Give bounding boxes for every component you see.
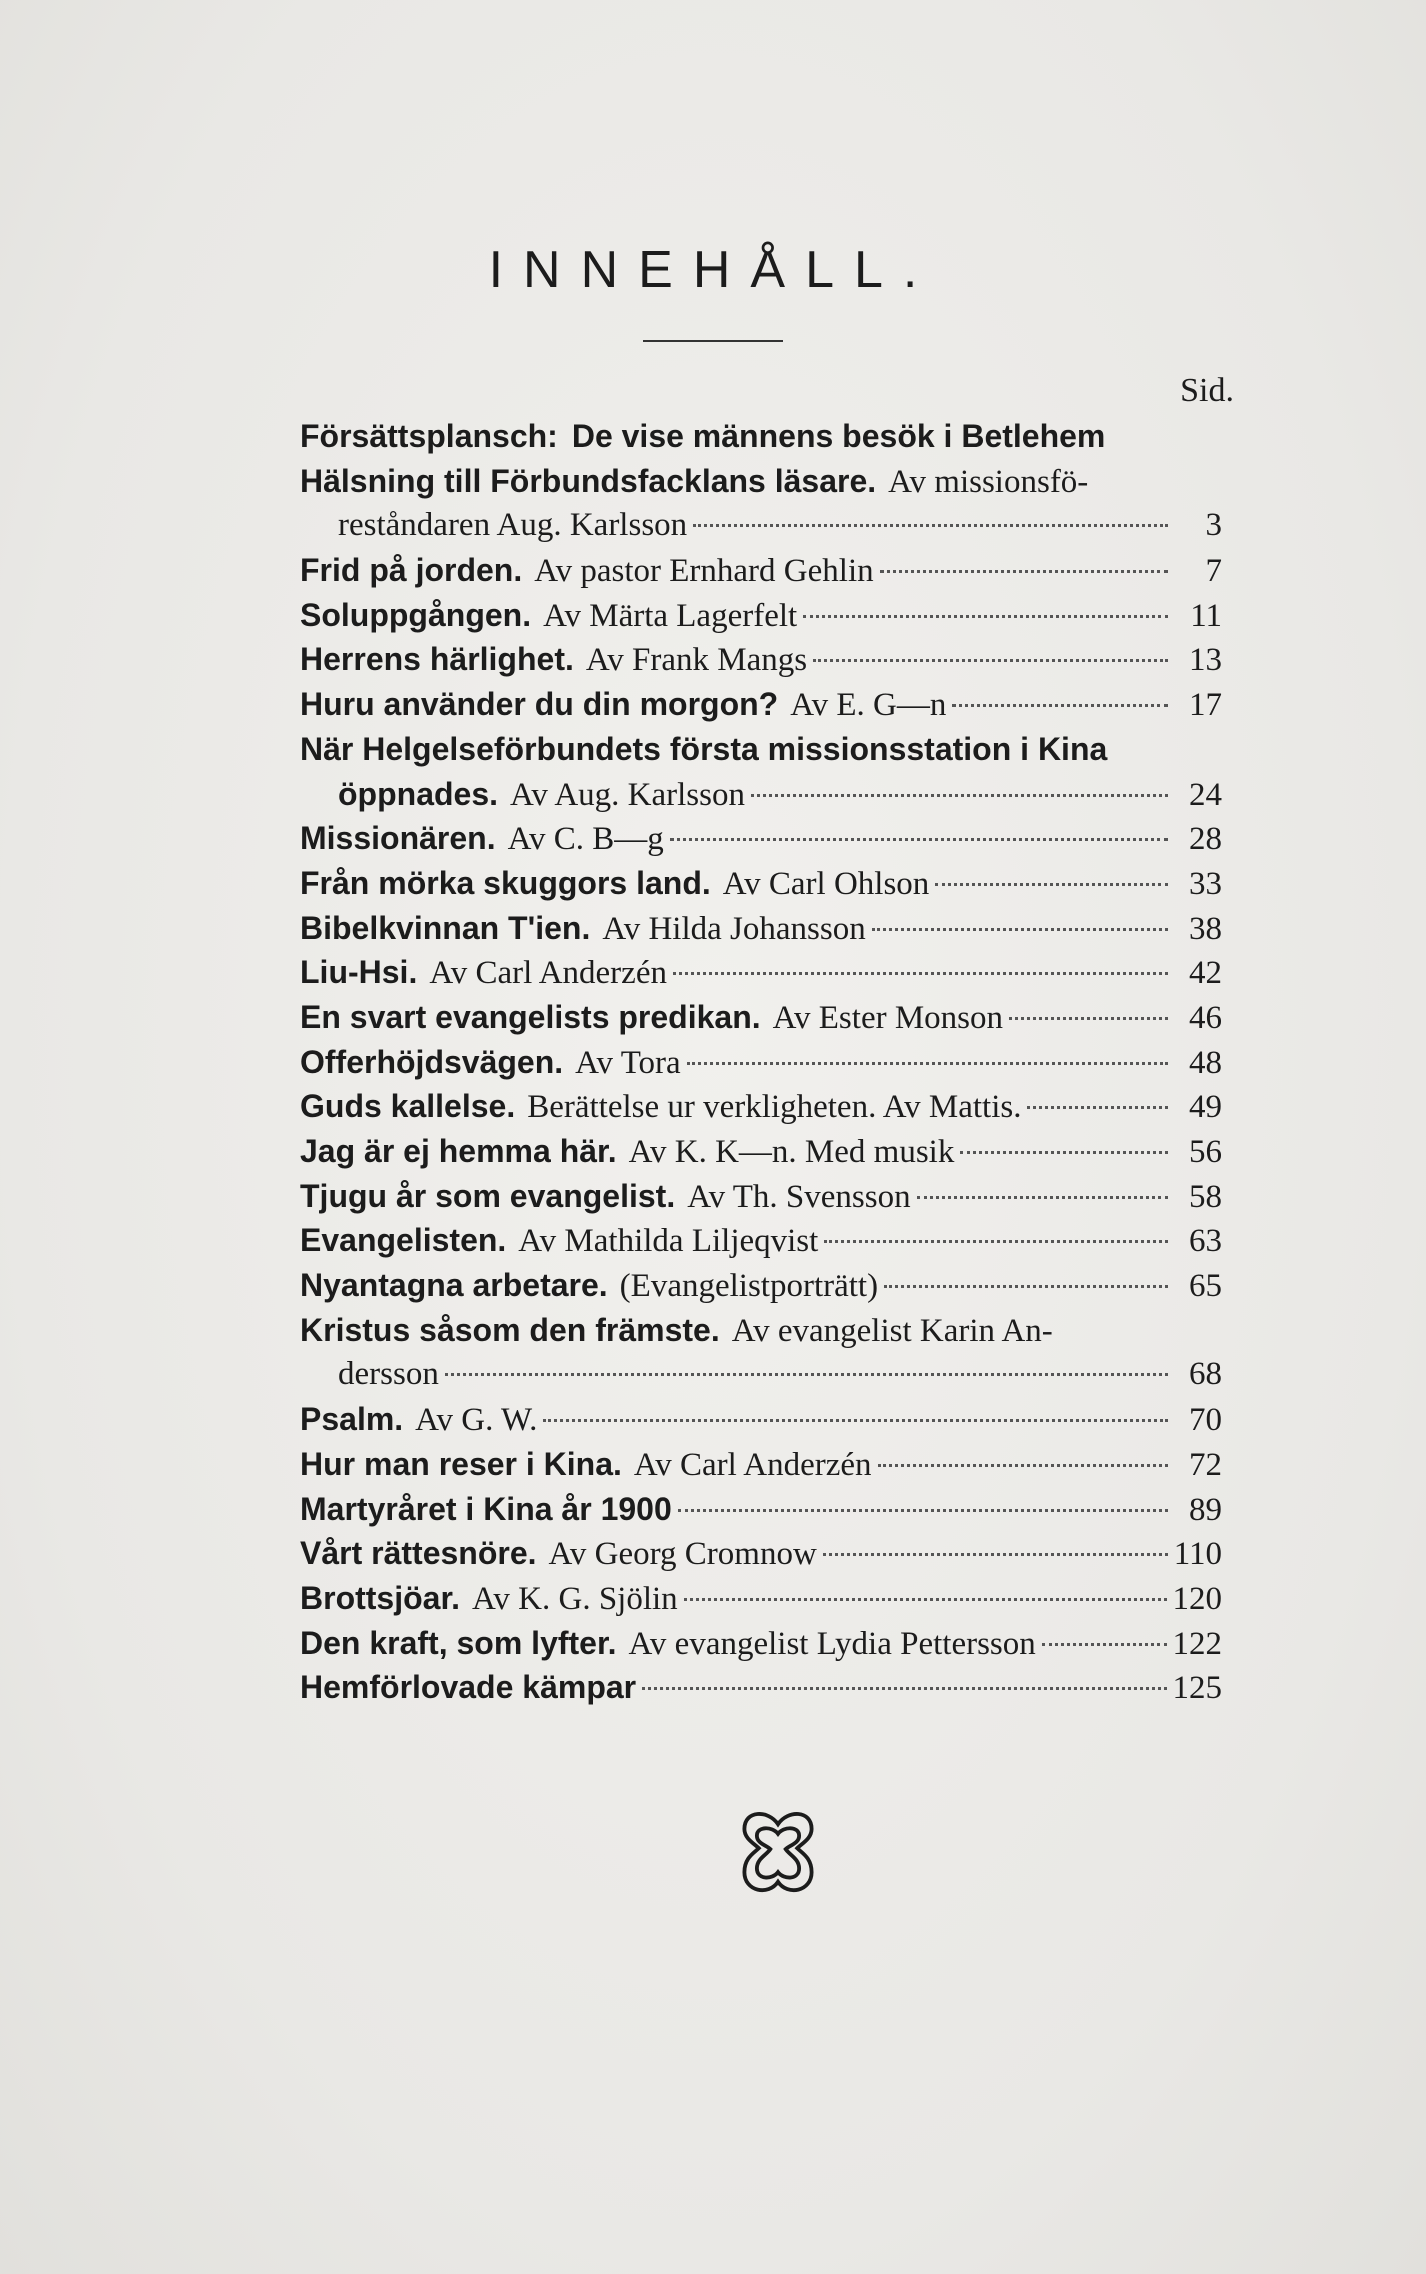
toc-entry-page: 46	[1189, 999, 1222, 1036]
toc-entry	[300, 772, 1222, 817]
toc-entry-author: Av Märta Lagerfelt	[543, 597, 798, 634]
dot-leader	[935, 883, 1168, 886]
toc-entry	[300, 1576, 1222, 1621]
toc-entry	[300, 593, 1222, 638]
quatrefoil-knot-ornament-icon	[730, 1805, 826, 1901]
toc-entry	[300, 1263, 1222, 1308]
toc-entry	[300, 548, 1222, 593]
toc-entry	[300, 1621, 1222, 1666]
toc-entry	[300, 682, 1222, 727]
dot-leader	[952, 704, 1168, 707]
toc-entry	[300, 1129, 1222, 1174]
toc-entry	[300, 503, 1222, 548]
toc-entry-page: 17	[1189, 687, 1222, 724]
toc-entry-title: En svart evangelists predikan.	[300, 998, 761, 1035]
toc-entry-author: Av Ester Monson	[772, 999, 1004, 1036]
toc-entry-author: Av C. B—g	[507, 821, 664, 858]
toc-entry-title: Evangelisten.	[300, 1222, 507, 1259]
toc-entry-title: Bibelkvinnan T'ien.	[300, 909, 591, 946]
toc-entry-page: 110	[1173, 1536, 1222, 1573]
toc-entry	[300, 1442, 1222, 1487]
toc-entry-title: Soluppgången.	[300, 596, 532, 633]
toc-entry	[300, 1308, 1222, 1353]
toc-entry-page: 11	[1190, 597, 1222, 634]
toc-entry-author: reståndaren Aug. Karlsson	[338, 507, 688, 544]
toc-entry-author: Av Th. Svensson	[687, 1178, 911, 1215]
dot-leader	[880, 570, 1168, 573]
toc-entry-author: Av Tora	[575, 1044, 681, 1081]
toc-entry-page: 13	[1189, 642, 1222, 679]
toc-entry-author: Av Aug. Karlsson	[510, 776, 745, 813]
toc-entry-author: Berättelse ur verkligheten. Av Mattis.	[527, 1089, 1022, 1126]
dot-leader	[1027, 1106, 1168, 1109]
toc-entry-author: Av G. W.	[415, 1402, 538, 1439]
toc-entry	[300, 459, 1222, 504]
toc-entry-title: Brottsjöar.	[300, 1579, 461, 1616]
toc-entry-author: Av K. K—n. Med musik	[628, 1134, 955, 1170]
toc-entry-author: De vise männens besök i Betlehem	[571, 418, 1106, 454]
toc-entry	[300, 950, 1222, 995]
toc-entry-page: 24	[1189, 776, 1222, 813]
dot-leader	[693, 524, 1168, 527]
dot-leader	[824, 1240, 1168, 1243]
toc-entry-author: (Evangelistporträtt)	[619, 1268, 879, 1305]
toc-entry	[300, 995, 1222, 1040]
toc-entry-author: Av evangelist Karin An-	[731, 1312, 1053, 1349]
toc-entry-page: 42	[1189, 955, 1222, 992]
toc-entry-title: öppnades.	[338, 775, 499, 812]
page-title: INNEHÅLL.	[488, 241, 938, 299]
toc-entry	[300, 1352, 1222, 1397]
toc-entry-page: 49	[1189, 1089, 1222, 1126]
toc-entry-page: 58	[1189, 1178, 1222, 1215]
dot-leader	[687, 1062, 1168, 1065]
toc-entry	[300, 1531, 1222, 1576]
toc-entry-author: Av Hilda Johansson	[602, 910, 866, 947]
toc-entry-page: 28	[1189, 821, 1222, 858]
toc-entry	[300, 1397, 1222, 1442]
toc-entry-title: Hälsning till Förbundsfacklans läsare.	[300, 462, 877, 499]
toc-entry	[300, 1084, 1222, 1129]
toc-entry-page: 56	[1189, 1134, 1222, 1170]
dot-leader	[872, 928, 1168, 931]
toc-entry-title: Huru använder du din morgon?	[300, 686, 779, 723]
toc-entry-title: Försättsplansch:	[300, 418, 558, 454]
dot-leader	[684, 1598, 1167, 1601]
toc-entry-author: Av E. G—n	[790, 687, 947, 724]
toc-entry	[300, 1487, 1222, 1532]
dot-leader	[803, 615, 1168, 618]
toc-entry-title: Från mörka skuggors land.	[300, 864, 711, 901]
toc-entry	[300, 727, 1222, 772]
toc-entry-page: 68	[1189, 1356, 1222, 1393]
dot-leader	[670, 838, 1168, 841]
table-of-contents	[300, 414, 1222, 1710]
dot-leader	[884, 1285, 1168, 1288]
toc-entry-page: 120	[1172, 1580, 1222, 1617]
toc-entry	[300, 1665, 1222, 1710]
dot-leader	[673, 972, 1168, 975]
toc-entry-title: Missionären.	[300, 820, 496, 857]
toc-entry	[300, 1218, 1222, 1263]
toc-entry-title: Jag är ej hemma här.	[300, 1133, 617, 1169]
toc-entry-page: 63	[1189, 1223, 1222, 1260]
toc-entry-title: Nyantagna arbetare.	[300, 1267, 608, 1304]
dot-leader	[960, 1151, 1168, 1154]
dot-leader	[813, 659, 1168, 662]
toc-entry-title: När Helgelseförbundets första missionsstation i Kina	[300, 730, 1108, 767]
toc-entry-title: Psalm.	[300, 1401, 404, 1438]
toc-entry	[300, 816, 1222, 861]
toc-entry-author: Av Frank Mangs	[585, 642, 808, 679]
toc-entry-title: Den kraft, som lyfter.	[300, 1624, 617, 1661]
toc-entry-page: 70	[1189, 1402, 1222, 1439]
toc-entry-title: Herrens härlighet.	[300, 641, 574, 678]
toc-entry-author: Av evangelist Lydia Pettersson	[628, 1625, 1036, 1662]
toc-entry	[300, 861, 1222, 906]
toc-entry-author: Av pastor Ernhard Gehlin	[534, 553, 874, 590]
dot-leader	[751, 794, 1168, 797]
toc-entry-author: Av Carl Anderzén	[429, 955, 667, 992]
toc-entry-title: Frid på jorden.	[300, 552, 523, 589]
toc-entry-title: Offerhöjdsvägen.	[300, 1043, 564, 1080]
dot-leader	[1009, 1017, 1168, 1020]
toc-entry-page: 3	[1205, 507, 1222, 544]
dot-leader	[678, 1509, 1168, 1512]
toc-entry	[300, 906, 1222, 951]
dot-leader	[917, 1196, 1168, 1199]
toc-entry-page: 7	[1205, 553, 1222, 590]
toc-entry-title: Liu-Hsi.	[300, 954, 418, 991]
dot-leader	[445, 1373, 1168, 1376]
page-column-label: Sid.	[1180, 372, 1234, 409]
toc-entry-author: dersson	[338, 1356, 439, 1393]
toc-entry-title: Vårt rättesnöre.	[300, 1535, 537, 1572]
toc-entry-page: 89	[1189, 1491, 1222, 1528]
toc-entry-title: Hemförlovade kämpar	[300, 1669, 637, 1706]
toc-entry-page: 72	[1189, 1446, 1222, 1483]
dot-leader	[642, 1687, 1166, 1690]
dot-leader	[823, 1553, 1168, 1556]
toc-entry	[300, 1174, 1222, 1219]
toc-entry-page: 38	[1189, 910, 1222, 947]
dot-leader	[1042, 1643, 1167, 1646]
dot-leader	[543, 1419, 1168, 1422]
toc-entry-title: Martyråret i Kina år 1900	[300, 1490, 672, 1527]
title-rule	[643, 340, 783, 342]
toc-entry-page: 65	[1189, 1268, 1222, 1305]
toc-entry-page: 33	[1189, 865, 1222, 902]
toc-entry-page: 48	[1189, 1044, 1222, 1081]
toc-entry-page: 122	[1172, 1625, 1222, 1662]
toc-entry-author: Av K. G. Sjölin	[472, 1580, 678, 1617]
toc-entry-author: Av Mathilda Liljeqvist	[518, 1223, 819, 1260]
toc-entry	[300, 414, 1222, 459]
toc-entry	[300, 1040, 1222, 1085]
toc-entry-author: Av Georg Cromnow	[548, 1536, 817, 1573]
toc-entry-title: Hur man reser i Kina.	[300, 1445, 622, 1482]
toc-entry-page: 125	[1172, 1670, 1222, 1707]
dot-leader	[878, 1464, 1168, 1467]
toc-entry-title: Kristus såsom den främste.	[300, 1311, 720, 1348]
toc-entry	[300, 637, 1222, 682]
toc-entry-title: Tjugu år som evangelist.	[300, 1177, 676, 1214]
toc-entry-author: Av Carl Ohlson	[722, 865, 930, 902]
toc-entry-author: Av Carl Anderzén	[633, 1446, 872, 1483]
toc-entry-author: Av missionsfö-	[888, 463, 1089, 500]
toc-entry-title: Guds kallelse.	[300, 1088, 516, 1125]
